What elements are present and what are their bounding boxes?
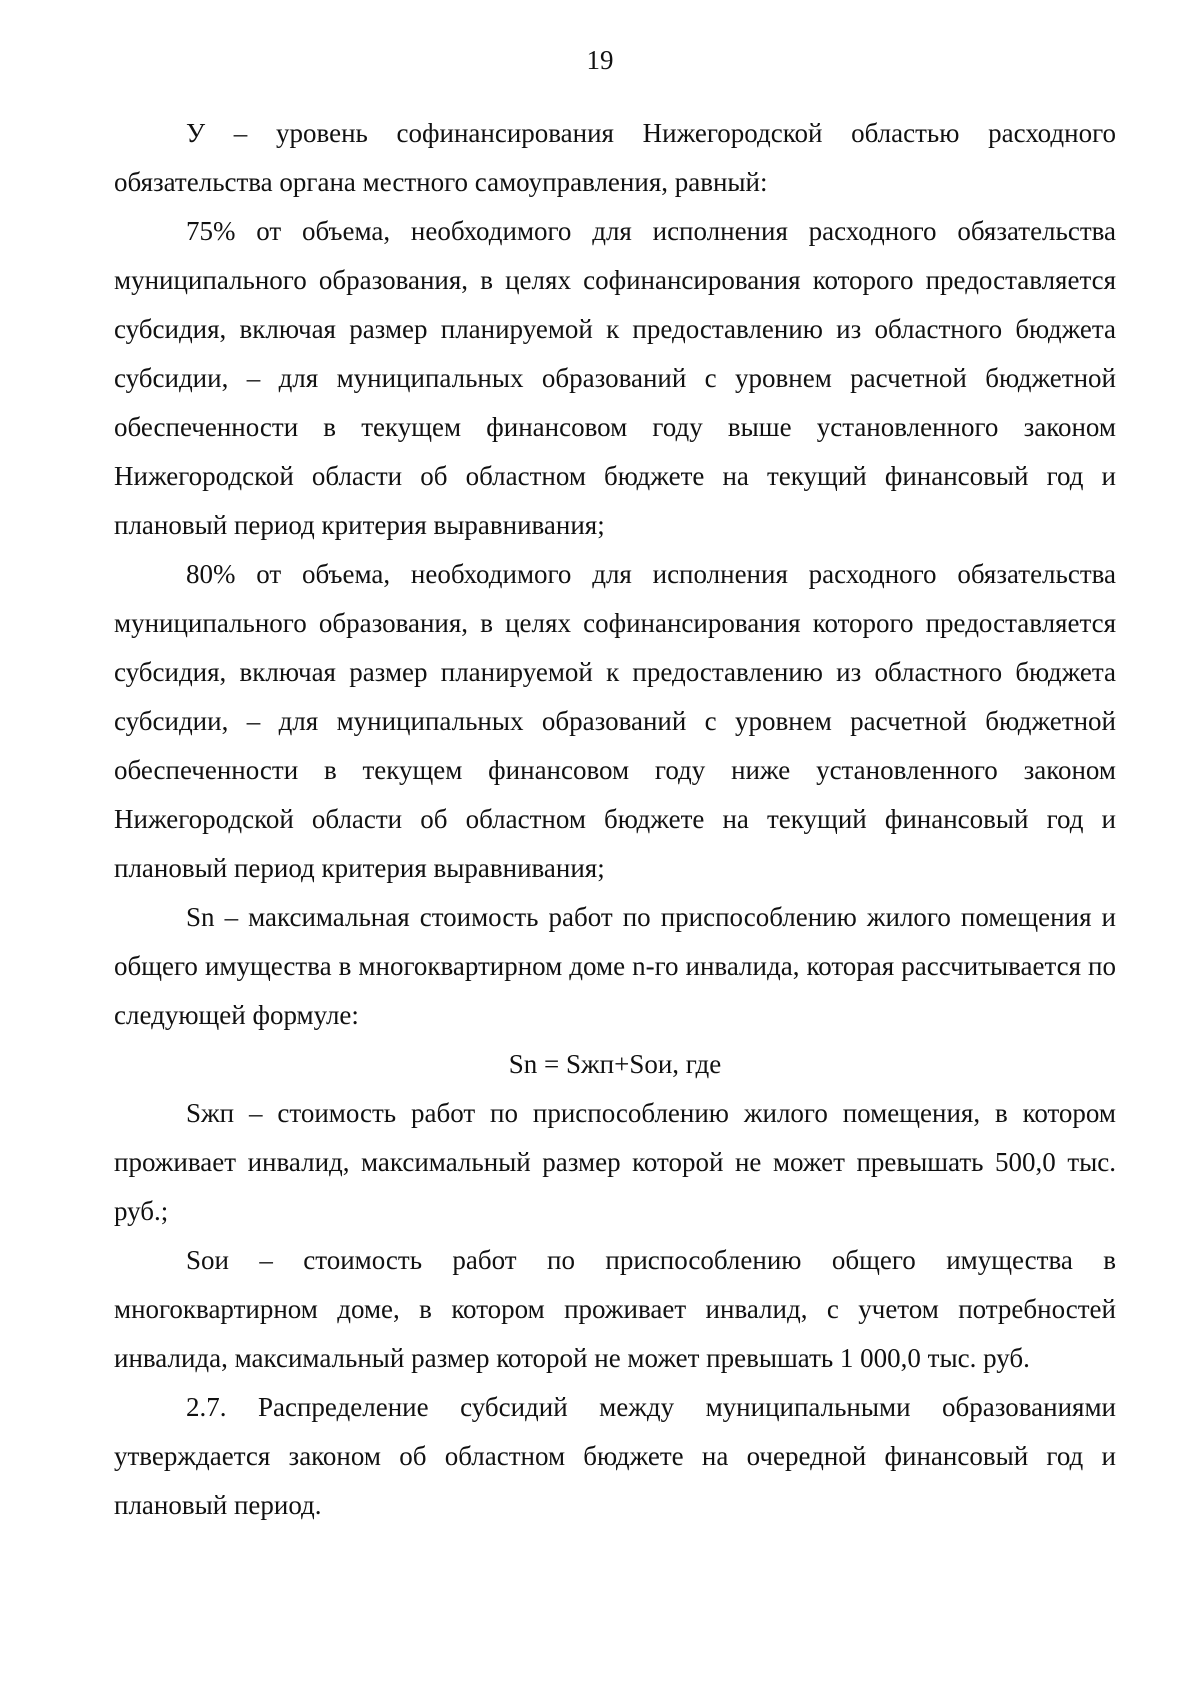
paragraph-soi-definition: Sои – стоимость работ по приспособлению общего имущества в многоквартирном доме, в котором проживает инвалид, с учетом потребностей инвалида, максимальный размер которой не может превышать 1 000,0 тыс. руб. [114,1245,1116,1373]
paragraph-section-2-7: 2.7. Распределение субсидий между муниципальными образованиями утверждается законом об областном бюджете на очередной финансовый год и плановый период. [114,1392,1116,1520]
paragraph-szhp-definition: Sжп – стоимость работ по приспособлению жилого помещения, в котором проживает инвалид, максимальный размер которой не может превышать 500,0 тыс. руб.; [114,1098,1116,1226]
paragraph-80-percent: 80% от объема, необходимого для исполнения расходного обязательства муниципального образования, в целях софинансирования которого предоставляется субсидия, включая размер планируемой к предоставлению из областного бюджета субсидии, – для муниципальных образований с уровнем расчетной бюджетной обеспеченности в текущем финансовом году ниже установленного законом Нижегородской области об областном бюджете на текущий финансовый год и плановый период критерия выравнивания; [114,559,1116,883]
paragraph-cofinancing-level: У – уровень софинансирования Нижегородской областью расходного обязательства органа местного самоуправления, равный: [114,118,1116,197]
formula: Sn = Sжп+Sои, где [508,1049,722,1079]
document-body [114,109,1116,1530]
page-number: 19 [586,45,614,75]
paragraph-75-percent: 75% от объема, необходимого для исполнения расходного обязательства муниципального образования, в целях софинансирования которого предоставляется субсидия, включая размер планируемой к предоставлению из областного бюджета субсидии, – для муниципальных образований с уровнем расчетной бюджетной обеспеченности в текущем финансовом году выше установленного законом Нижегородской области об областном бюджете на текущий финансовый год и плановый период критерия выравнивания; [114,216,1116,540]
paragraph-sn-definition: Sn – максимальная стоимость работ по приспособлению жилого помещения и общего имущества в многоквартирном доме n-го инвалида, которая рассчитывается по следующей формуле: [114,902,1116,1030]
